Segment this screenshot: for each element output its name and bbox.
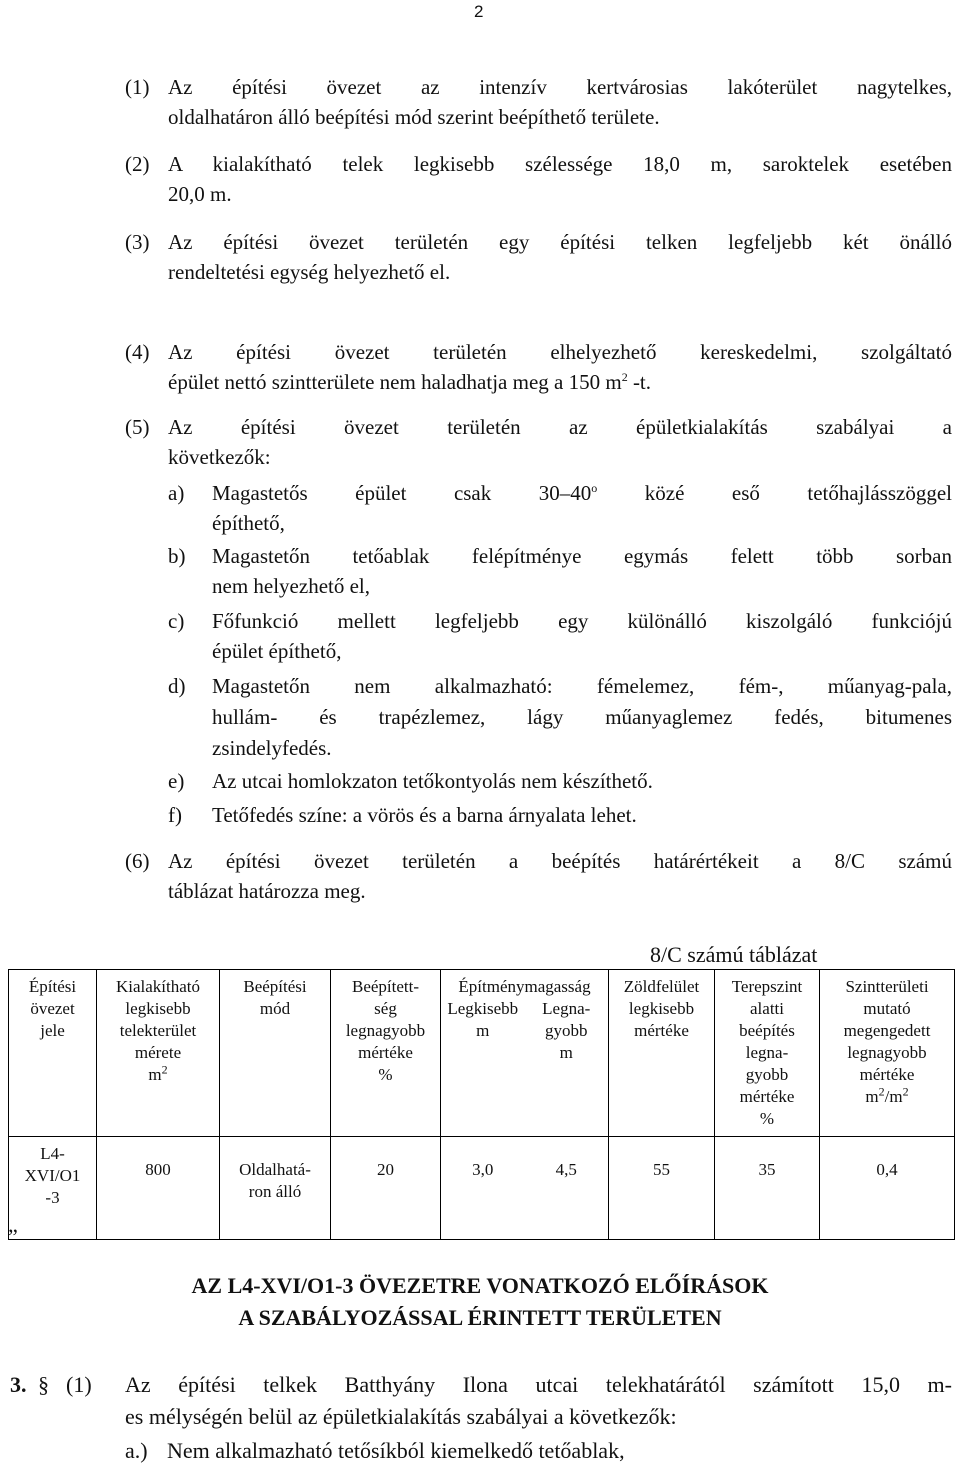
header-floor-area-ratio: Szintterületi mutató megengedett legnagyobb mértéke $m^2/m^2$ xyxy=(820,970,955,1137)
item-a-line-1: Magastetős épület csak 30–40$^o$ közé eső tetőhajlásszöggel xyxy=(212,481,952,505)
section-sign: § xyxy=(38,1372,49,1397)
item-e-line-1: Az utcai homlokzaton tetőkontyolás nem készíthető. xyxy=(212,769,653,793)
item-c-line-2: épület építhető, xyxy=(212,639,342,663)
section-3-line-1: Az építési telkek Batthyány Ilona utcai telekhatárától számított 15,0 m- xyxy=(125,1372,952,1397)
paragraph-2-line-2: 20,0 m. xyxy=(168,182,232,206)
paragraph-3-number: (3) xyxy=(125,230,150,254)
section-3-line-2: es mélységén belül az épületkialakítás szabályai a következők: xyxy=(125,1404,677,1429)
header-building-height: Építménymagasság Legkisebb m Legna- gyobb m xyxy=(441,970,609,1137)
paragraph-3-line-2: rendeltetési egység helyezhető el. xyxy=(168,260,451,284)
cell-max-underground: 35 xyxy=(715,1137,820,1240)
cell-min-green-area: 55 xyxy=(609,1137,715,1240)
item-d-line-2: hullám- és trapézlemez, lágy műanyaglemez fedés, bitumenes xyxy=(212,705,952,729)
header-height-min: Legkisebb m xyxy=(447,999,519,1040)
header-max-coverage: Beépített- ség legnagyobb mértéke % xyxy=(331,970,441,1137)
table-row xyxy=(9,1137,955,1240)
item-b-line-2: nem helyezhető el, xyxy=(212,574,371,598)
header-height-max: Legna- gyobb m xyxy=(542,999,591,1062)
item-d-line-3: zsindelyfedés. xyxy=(212,736,332,760)
item-d-label: d) xyxy=(168,674,186,698)
item-d-line-1: Magastetőn nem alkalmazható: fémelemez, fém-, műanyag-pala, xyxy=(212,674,952,698)
paragraph-6-line-1: Az építési övezet területén a beépítés határértékeit a 8/C számú xyxy=(168,849,952,873)
header-min-green-area: Zöldfelület legkisebb mértéke xyxy=(609,970,715,1137)
paragraph-5-number: (5) xyxy=(125,415,150,439)
section-heading-line-2: A SZABÁLYOZÁSSAL ÉRINTETT TERÜLETEN xyxy=(238,1305,722,1330)
cell-height-min: 3,0 xyxy=(472,1160,494,1179)
cell-zone-code: L4- XVI/O1 -3 xyxy=(9,1137,97,1240)
item-f-label: f) xyxy=(168,803,182,827)
item-b-label: b) xyxy=(168,544,186,568)
paragraph-1-number: (1) xyxy=(125,75,150,99)
cell-min-plot-area: 800 xyxy=(97,1137,220,1240)
header-zone-code: Építési övezet jele xyxy=(9,970,97,1137)
item-b-line-1: Magastetőn tetőablak felépítménye egymás felett több sorban xyxy=(212,544,952,568)
section-heading-line-1: AZ L4-XVI/O1-3 ÖVEZETRE VONATKOZÓ ELŐÍRÁSOK xyxy=(191,1273,769,1298)
paragraph-2-number: (2) xyxy=(125,152,150,176)
paragraph-1-line-1: Az építési övezet az intenzív kertvárosias lakóterület nagytelkes, xyxy=(168,75,952,99)
paragraph-4-number: (4) xyxy=(125,340,150,364)
cell-floor-area-ratio: 0,4 xyxy=(820,1137,955,1240)
cell-max-coverage: 20 xyxy=(331,1137,441,1240)
header-building-mode: Beépítési mód xyxy=(220,970,331,1137)
item-a-label: a) xyxy=(168,481,185,505)
cell-building-mode: Oldalhatá- ron álló xyxy=(220,1137,331,1240)
paragraph-2-line-1: A kialakítható telek legkisebb szélessége 18,0 m, saroktelek esetében xyxy=(168,152,952,176)
section-3-item-a-label: a.) xyxy=(125,1438,148,1463)
paragraph-6-line-2: táblázat határozza meg. xyxy=(168,879,366,903)
item-a-line-2: építhető, xyxy=(212,511,285,535)
paragraph-3-line-1: Az építési övezet területén egy építési telken legfeljebb két önálló xyxy=(168,230,952,254)
item-f-line-1: Tetőfedés színe: a vörös és a barna árnyalata lehet. xyxy=(212,803,637,827)
cell-building-height xyxy=(441,1137,609,1240)
paragraph-4-line-1: Az építési övezet területén elhelyezhető kereskedelmi, szolgáltató xyxy=(168,340,952,364)
section-3-paragraph-number: (1) xyxy=(66,1372,92,1397)
header-min-plot-area: Kialakítható legkisebb telekterület mérete $m^2$ xyxy=(97,970,220,1137)
item-e-label: e) xyxy=(168,769,185,793)
paragraph-1-line-2: oldalhatáron álló beépítési mód szerint beépíthető területe. xyxy=(168,105,660,129)
closing-quote: ” xyxy=(8,1224,18,1249)
section-3-number: 3. xyxy=(10,1372,27,1397)
table-caption: 8/C számú táblázat xyxy=(650,942,818,967)
page-number: 2 xyxy=(474,2,484,21)
paragraph-5-line-1: Az építési övezet területén az épületkialakítás szabályai a xyxy=(168,415,952,439)
paragraph-6-number: (6) xyxy=(125,849,150,873)
item-c-line-1: Főfunkció mellett legfeljebb egy különálló kiszolgáló funkciójú xyxy=(212,609,952,633)
header-max-underground: Terepszint alatti beépítés legna- gyobb mértéke % xyxy=(715,970,820,1137)
paragraph-5-line-2: következők: xyxy=(168,445,271,469)
cell-height-max: 4,5 xyxy=(555,1160,577,1179)
section-3-item-a: Nem alkalmazható tetősíkból kiemelkedő tetőablak, xyxy=(167,1438,625,1463)
zoning-table xyxy=(8,969,955,1240)
paragraph-4-line-2: épület nettó szintterülete nem haladhatja meg a 150 $m^2$ -t. xyxy=(168,370,652,394)
item-c-label: c) xyxy=(168,609,185,633)
